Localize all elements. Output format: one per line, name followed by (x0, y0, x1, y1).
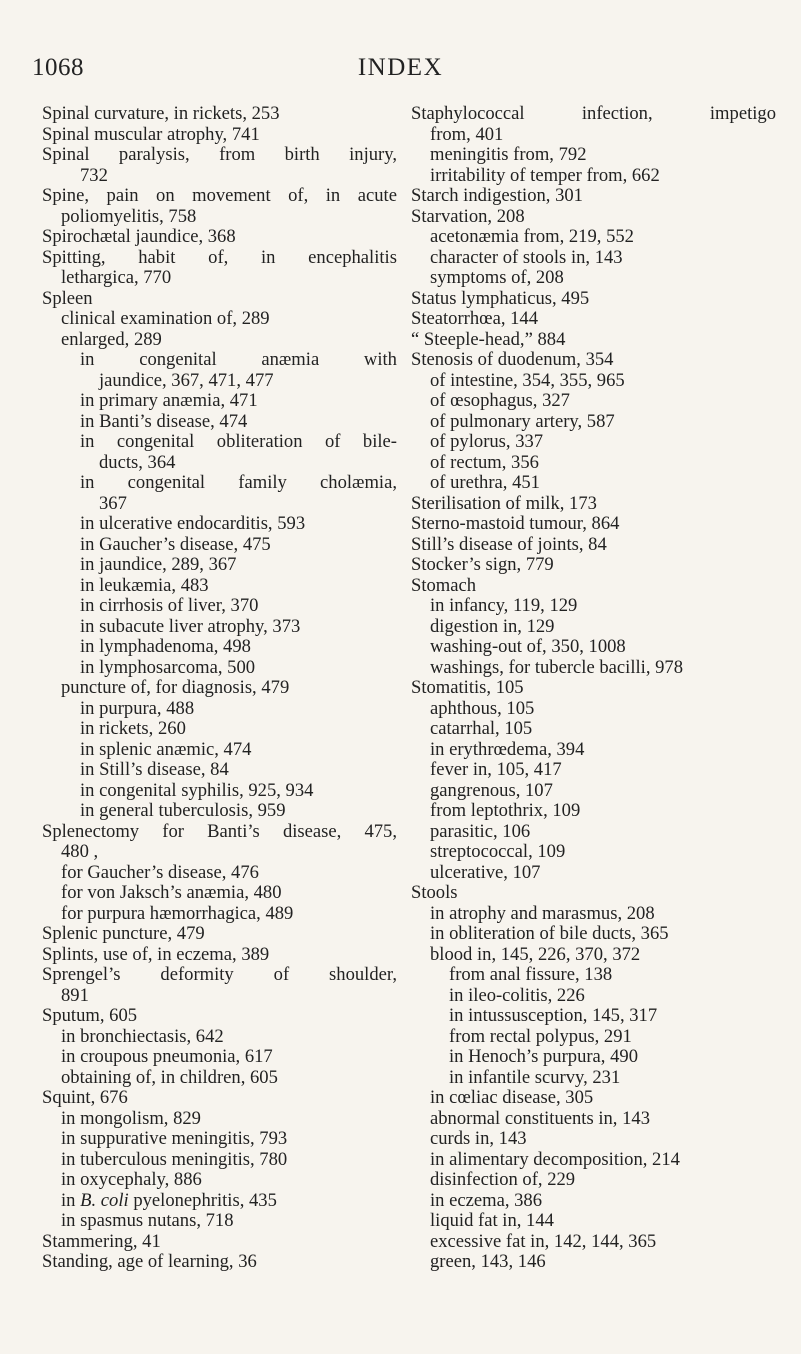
index-entry: digestion in, 129 (430, 615, 555, 637)
index-entry: symptoms of, 208 (430, 267, 564, 288)
index-entry (411, 104, 776, 125)
index-entry: of urethra, 451 (430, 472, 540, 493)
index-entry: in primary anæmia, 471 (80, 390, 258, 411)
index-entry: in tuberculous meningitis, 780 (61, 1148, 288, 1170)
index-entry: Stomach (411, 574, 477, 596)
index-entry: Spinal curvature, in rickets, 253 (42, 103, 280, 124)
index-entry: Stocker’s sign, 779 (411, 554, 554, 575)
index-entry: character of stools in, 143 (430, 246, 623, 268)
index-entry (42, 432, 397, 453)
italic-term: B. coli (80, 1189, 129, 1211)
index-entry: in oxycephaly, 886 (61, 1169, 202, 1190)
index-entry: clinical examination of, 289 (61, 308, 270, 329)
index-entry: fever in, 105, 417 (430, 759, 562, 780)
index-entry: obtaining of, in children, 605 (61, 1066, 278, 1088)
index-word: in (80, 431, 95, 452)
index-entry: in ileo-colitis, 226 (449, 984, 585, 1006)
index-entry: 367 (99, 492, 127, 514)
index-entry: in subacute liver atrophy, 373 (80, 615, 301, 637)
index-word: from (219, 144, 256, 165)
index-entry: lethargica, 770 (61, 267, 172, 288)
index-word: in (325, 185, 341, 206)
index-entry: in Still’s disease, 84 (80, 759, 229, 780)
page-header (32, 54, 769, 84)
index-entry: in Banti’s disease, 474 (80, 410, 248, 432)
index-word: injury, (349, 144, 397, 165)
index-entry: streptococcal, 109 (430, 841, 566, 862)
index-entry: in Henoch’s purpura, 490 (449, 1046, 638, 1067)
index-entry: green, 143, 146 (430, 1251, 546, 1272)
index-word: cholæmia, (320, 472, 397, 493)
index-word: Spinal (42, 144, 90, 165)
index-entry: excessive fat in, 142, 144, 365 (430, 1230, 657, 1252)
index-entry: in B. coli pyelonephritis, 435 (61, 1189, 277, 1211)
index-entry: enlarged, 289 (61, 328, 162, 350)
index-word: Staphylococcal (411, 103, 525, 124)
index-entry: of intestine, 354, 355, 965 (430, 369, 625, 391)
index-entry: Stammering, 41 (42, 1230, 161, 1252)
index-entry: in eczema, 386 (430, 1189, 543, 1211)
index-entry (42, 186, 397, 207)
index-entry: of œsophagus, 327 (430, 390, 570, 411)
index-entry: in croupous pneumonia, 617 (61, 1046, 273, 1067)
index-entry: ducts, 364 (99, 451, 176, 473)
index-entry: Still’s disease of joints, 84 (411, 533, 607, 555)
index-word: Splenectomy (42, 820, 140, 842)
index-entry: in mongolism, 829 (61, 1107, 201, 1129)
index-entry (42, 965, 397, 986)
index-word: pain (106, 185, 139, 206)
index-entry: Spirochætal jaundice, 368 (42, 226, 236, 247)
index-entry: from rectal polypus, 291 (449, 1025, 632, 1047)
index-entry: Spinal muscular atrophy, 741 (42, 123, 260, 145)
index-word: of (273, 964, 290, 985)
index-entry: in suppurative meningitis, 793 (61, 1128, 288, 1149)
index-word: shoulder, (329, 964, 397, 985)
index-word: in (80, 472, 95, 493)
index-word: anæmia (261, 349, 320, 370)
index-word: birth (284, 144, 320, 165)
index-entry: washing-out of, 350, 1008 (430, 636, 626, 657)
index-entry: of pulmonary artery, 587 (430, 410, 615, 432)
index-entry: acetonæmia from, 219, 552 (430, 226, 634, 247)
index-word: of, (208, 246, 229, 268)
index-entry: Stools (411, 882, 458, 903)
index-entry: 891 (61, 984, 89, 1006)
index-entry: in splenic anæmic, 474 (80, 738, 252, 760)
index-entry: Steatorrhœa, 144 (411, 308, 539, 329)
index-word: Spitting, (42, 246, 106, 268)
index-entry: washings, for tubercle bacilli, 978 (430, 656, 684, 678)
index-word: movement (192, 185, 271, 206)
index-entry: for von Jaksch’s anæmia, 480 (61, 882, 282, 903)
index-word: on (156, 185, 175, 206)
index-word: disease, (282, 820, 342, 842)
index-entry: parasitic, 106 (430, 820, 531, 842)
index-entry: in congenital syphilis, 925, 934 (80, 779, 314, 801)
index-entry: in leukæmia, 483 (80, 574, 209, 596)
index-entry: for Gaucher’s disease, 476 (61, 861, 259, 883)
index-entry: in bronchiectasis, 642 (61, 1025, 224, 1047)
index-entry: in Gaucher’s disease, 475 (80, 533, 271, 555)
index-entry: in infantile scurvy, 231 (449, 1066, 621, 1088)
index-entry: 732 (80, 164, 108, 186)
index-entry: in ulcerative endocarditis, 593 (80, 513, 306, 534)
index-entry: in spasmus nutans, 718 (61, 1210, 234, 1231)
index-entry: in purpura, 488 (80, 697, 195, 719)
index-word: congenital (139, 349, 217, 370)
index-entry: in erythrœdema, 394 (430, 738, 585, 760)
index-entry: in alimentary decomposition, 214 (430, 1148, 680, 1170)
index-entry: Spleen (42, 287, 93, 309)
index-entry: curds in, 143 (430, 1128, 527, 1149)
index-entry: aphthous, 105 (430, 697, 535, 719)
index-entry: 480 , (61, 841, 99, 862)
index-entry: Starvation, 208 (411, 205, 525, 227)
index-entry: in cirrhosis of liver, 370 (80, 595, 259, 616)
index-column-left (42, 104, 397, 1273)
index-entry: in infancy, 119, 129 (430, 595, 578, 616)
index-entry: Status lymphaticus, 495 (411, 287, 590, 309)
index-entry: Stomatitis, 105 (411, 677, 524, 698)
index-entry: poliomyelitis, 758 (61, 205, 197, 227)
index-entry: jaundice, 367, 471, 477 (99, 369, 274, 391)
index-entry: Splenic puncture, 479 (42, 923, 205, 944)
index-entry: blood in, 145, 226, 370, 372 (430, 943, 641, 965)
index-entry (42, 350, 397, 371)
index-entry: irritability of temper from, 662 (430, 164, 660, 186)
index-word: Spine, (42, 185, 90, 206)
index-word: impetigo (709, 103, 776, 124)
index-word: paralysis, (118, 144, 190, 165)
index-entry: of rectum, 356 (430, 451, 539, 473)
index-word: for (162, 820, 184, 842)
index-entry (42, 822, 397, 843)
running-head: INDEX (357, 54, 444, 81)
index-entry: in obliteration of bile ducts, 365 (430, 923, 669, 944)
index-entry: Splints, use of, in eczema, 389 (42, 943, 270, 965)
index-word: congenital (127, 472, 206, 493)
index-entry: catarrhal, 105 (430, 718, 533, 739)
index-entry: Sterilisation of milk, 173 (411, 492, 597, 514)
index-entry: in atrophy and marasmus, 208 (430, 902, 655, 924)
page-number: 1068 (32, 54, 84, 81)
index-entry: puncture of, for diagnosis, 479 (61, 677, 290, 698)
index-word: acute (357, 185, 397, 206)
index-entry: meningitis from, 792 (430, 144, 587, 165)
index-word: congenital (116, 431, 195, 452)
index-entry: abnormal constituents in, 143 (430, 1107, 650, 1129)
index-entry: Stenosis of duodenum, 354 (411, 349, 614, 370)
index-word: of (324, 431, 341, 452)
index-entry: in intussusception, 145, 317 (449, 1005, 658, 1026)
index-entry: Standing, age of learning, 36 (42, 1251, 257, 1272)
index-entry: disinfection of, 229 (430, 1169, 576, 1190)
index-word: deformity (160, 964, 234, 985)
index-entry: liquid fat in, 144 (430, 1210, 554, 1231)
index-word: bile- (362, 431, 397, 452)
index-entry: Starch indigestion, 301 (411, 185, 583, 206)
index-entry: in general tuberculosis, 959 (80, 800, 286, 821)
index-entry: in lymphadenoma, 498 (80, 636, 251, 657)
index-entry (42, 145, 397, 166)
index-entry: ulcerative, 107 (430, 861, 541, 883)
index-entry: “ Steeple-head,” 884 (411, 328, 566, 350)
index-word: Banti’s (207, 820, 260, 842)
index-word: in (80, 349, 95, 370)
index-word: in (260, 246, 276, 268)
index-word: encephalitis (308, 246, 397, 268)
index-word: family (238, 472, 287, 493)
index-entry: from leptothrix, 109 (430, 800, 581, 821)
index-entry: Squint, 676 (42, 1087, 128, 1108)
index-entry: for purpura hæmorrhagica, 489 (61, 902, 294, 924)
index-word: Sprengel’s (42, 964, 121, 985)
index-word: habit (138, 246, 176, 268)
index-entry: Sterno-mastoid tumour, 864 (411, 513, 620, 534)
index-entry: Sputum, 605 (42, 1005, 138, 1026)
index-entry: in cœliac disease, 305 (430, 1087, 594, 1108)
index-entry: from anal fissure, 138 (449, 964, 613, 985)
index-entry: gangrenous, 107 (430, 779, 553, 801)
index-column-right (411, 104, 776, 1273)
index-entry: from, 401 (430, 123, 504, 145)
index-word: infection, (581, 103, 653, 124)
index-entry: in rickets, 260 (80, 718, 186, 739)
index-word: 475, (364, 820, 397, 842)
index-word: with (363, 349, 397, 370)
index-entry (42, 473, 397, 494)
index-entry: in lymphosarcoma, 500 (80, 656, 256, 678)
index-entry: of pylorus, 337 (430, 431, 544, 452)
index-word: obliteration (216, 431, 303, 452)
index-entry (42, 248, 397, 269)
index-entry: in jaundice, 289, 367 (80, 554, 237, 575)
index-word: of, (288, 185, 309, 206)
